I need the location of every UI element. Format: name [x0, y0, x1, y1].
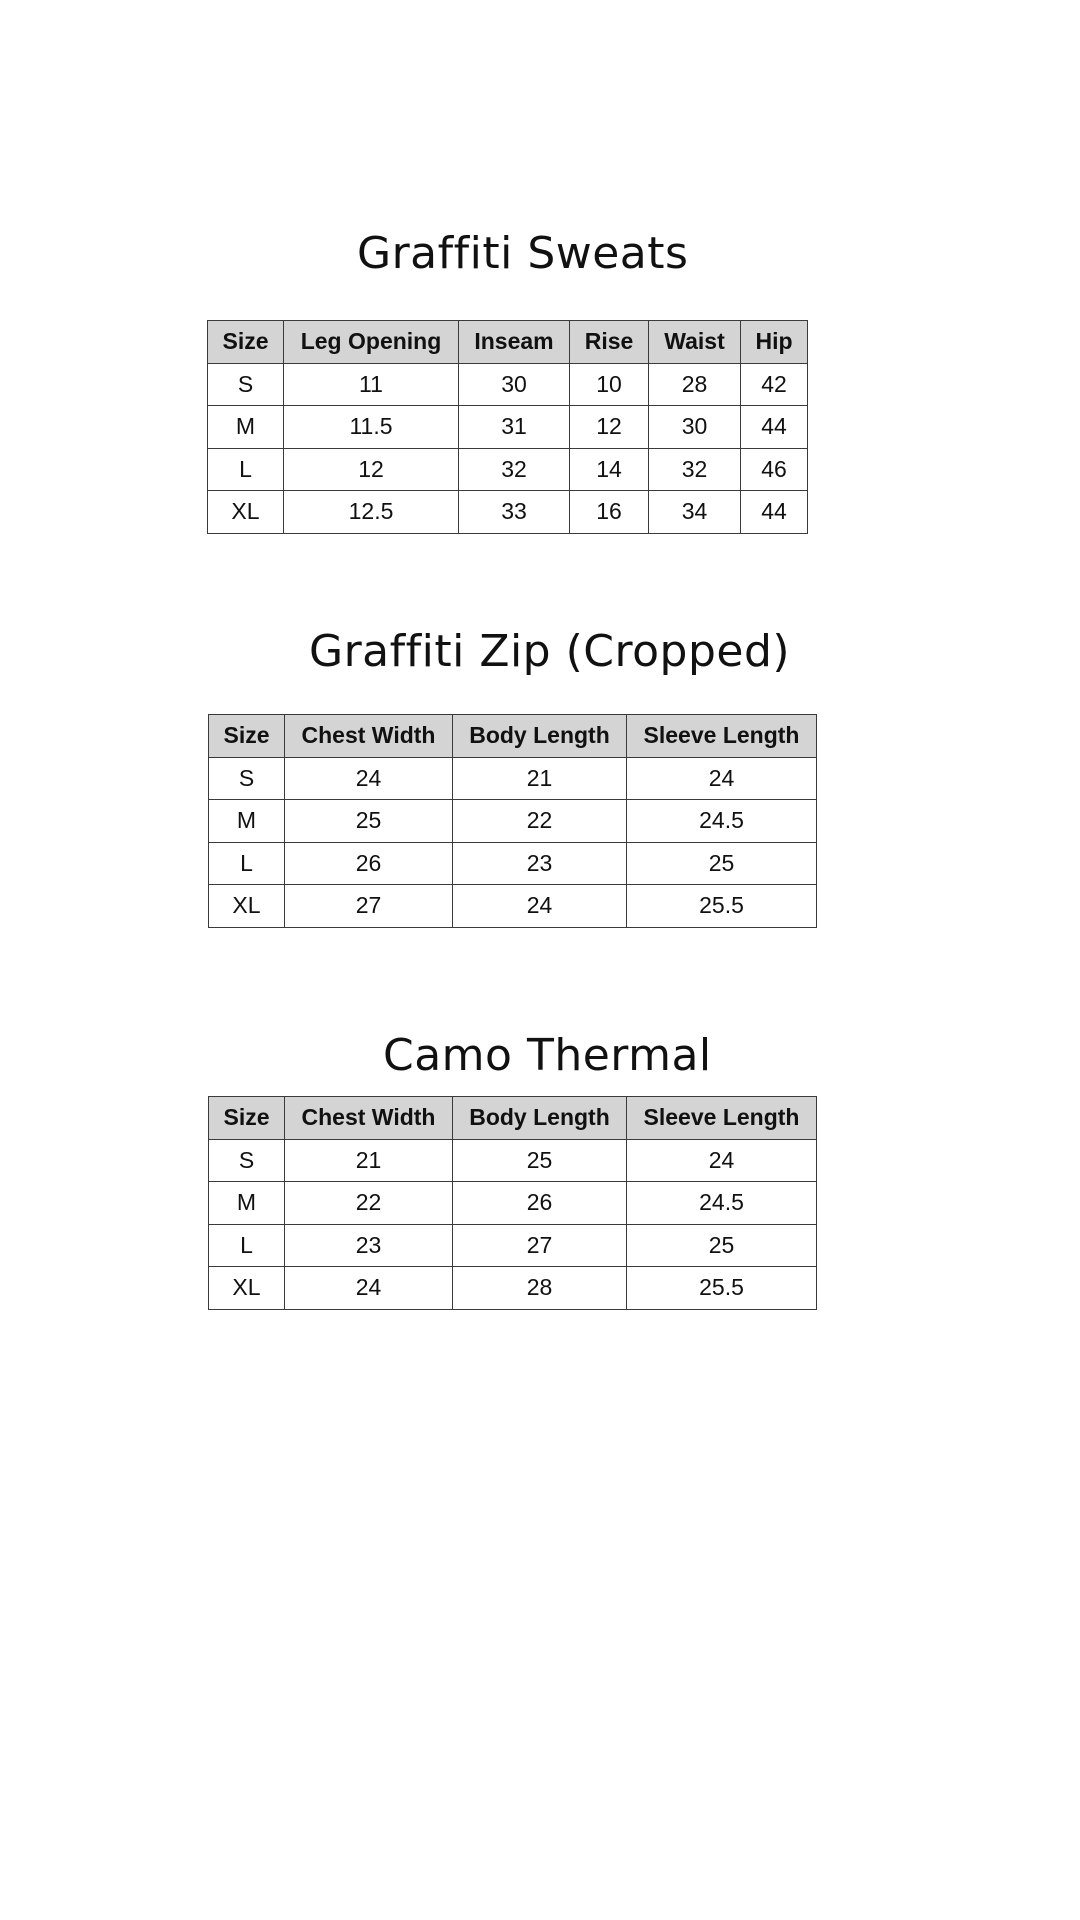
- table-cell: 12.5: [284, 491, 459, 534]
- table-cell: 28: [453, 1267, 627, 1310]
- size-chart-table: [208, 1096, 817, 1310]
- table-cell: 22: [453, 800, 627, 843]
- size-chart-table: [207, 320, 808, 534]
- table-row: [208, 448, 808, 491]
- table-row: [209, 1224, 817, 1267]
- column-header: Inseam: [459, 321, 570, 364]
- table-header-row: [208, 321, 808, 364]
- table-cell: 44: [741, 491, 808, 534]
- table-cell: 21: [285, 1139, 453, 1182]
- table-cell: 23: [285, 1224, 453, 1267]
- table-row: [209, 1182, 817, 1225]
- table-cell: 34: [649, 491, 741, 534]
- section-title: Camo Thermal: [383, 1030, 712, 1081]
- table-cell: 25.5: [627, 1267, 817, 1310]
- table-header-row: [209, 715, 817, 758]
- column-header: Sleeve Length: [627, 715, 817, 758]
- table-cell: 10: [570, 363, 649, 406]
- table-cell: L: [209, 842, 285, 885]
- table-cell: 24: [627, 1139, 817, 1182]
- table-cell: L: [208, 448, 284, 491]
- table-cell: L: [209, 1224, 285, 1267]
- table-cell: 31: [459, 406, 570, 449]
- column-header: Sleeve Length: [627, 1097, 817, 1140]
- table-cell: S: [208, 363, 284, 406]
- size-chart-table: [208, 714, 817, 928]
- table-cell: XL: [208, 491, 284, 534]
- column-header: Size: [209, 1097, 285, 1140]
- table-cell: 42: [741, 363, 808, 406]
- table-cell: 32: [459, 448, 570, 491]
- table-cell: 24.5: [627, 1182, 817, 1225]
- column-header: Leg Opening: [284, 321, 459, 364]
- table-cell: 28: [649, 363, 741, 406]
- column-header: Size: [208, 321, 284, 364]
- column-header: Body Length: [453, 1097, 627, 1140]
- table-cell: 25: [627, 1224, 817, 1267]
- table-cell: 21: [453, 757, 627, 800]
- table-cell: 25: [453, 1139, 627, 1182]
- table-cell: 23: [453, 842, 627, 885]
- table-cell: 25.5: [627, 885, 817, 928]
- table-row: [208, 363, 808, 406]
- table-cell: 26: [453, 1182, 627, 1225]
- table-row: [209, 842, 817, 885]
- table-cell: 27: [453, 1224, 627, 1267]
- table-cell: 30: [459, 363, 570, 406]
- table-header-row: [209, 1097, 817, 1140]
- table-cell: XL: [209, 885, 285, 928]
- table-cell: XL: [209, 1267, 285, 1310]
- table-cell: 25: [627, 842, 817, 885]
- table-cell: 32: [649, 448, 741, 491]
- table-cell: 14: [570, 448, 649, 491]
- column-header: Chest Width: [285, 1097, 453, 1140]
- table-row: [209, 757, 817, 800]
- table-cell: M: [208, 406, 284, 449]
- table-cell: 46: [741, 448, 808, 491]
- table-cell: 12: [570, 406, 649, 449]
- column-header: Hip: [741, 321, 808, 364]
- section-title: Graffiti Zip (Cropped): [309, 626, 791, 677]
- table-cell: 11: [284, 363, 459, 406]
- table-cell: M: [209, 800, 285, 843]
- table-row: [209, 1139, 817, 1182]
- column-header: Body Length: [453, 715, 627, 758]
- table-row: [208, 406, 808, 449]
- table-cell: S: [209, 757, 285, 800]
- table-row: [209, 800, 817, 843]
- table-cell: 44: [741, 406, 808, 449]
- table-cell: S: [209, 1139, 285, 1182]
- column-header: Rise: [570, 321, 649, 364]
- table-cell: 26: [285, 842, 453, 885]
- column-header: Waist: [649, 321, 741, 364]
- table-cell: 11.5: [284, 406, 459, 449]
- section-title: Graffiti Sweats: [357, 228, 689, 279]
- table-cell: 30: [649, 406, 741, 449]
- table-cell: 24.5: [627, 800, 817, 843]
- table-cell: 24: [453, 885, 627, 928]
- table-cell: 24: [285, 757, 453, 800]
- table-row: [208, 491, 808, 534]
- table-cell: 22: [285, 1182, 453, 1225]
- table-cell: M: [209, 1182, 285, 1225]
- table-cell: 24: [627, 757, 817, 800]
- column-header: Chest Width: [285, 715, 453, 758]
- table-cell: 16: [570, 491, 649, 534]
- table-row: [209, 885, 817, 928]
- table-cell: 27: [285, 885, 453, 928]
- table-row: [209, 1267, 817, 1310]
- table-cell: 33: [459, 491, 570, 534]
- table-cell: 25: [285, 800, 453, 843]
- table-cell: 24: [285, 1267, 453, 1310]
- table-cell: 12: [284, 448, 459, 491]
- column-header: Size: [209, 715, 285, 758]
